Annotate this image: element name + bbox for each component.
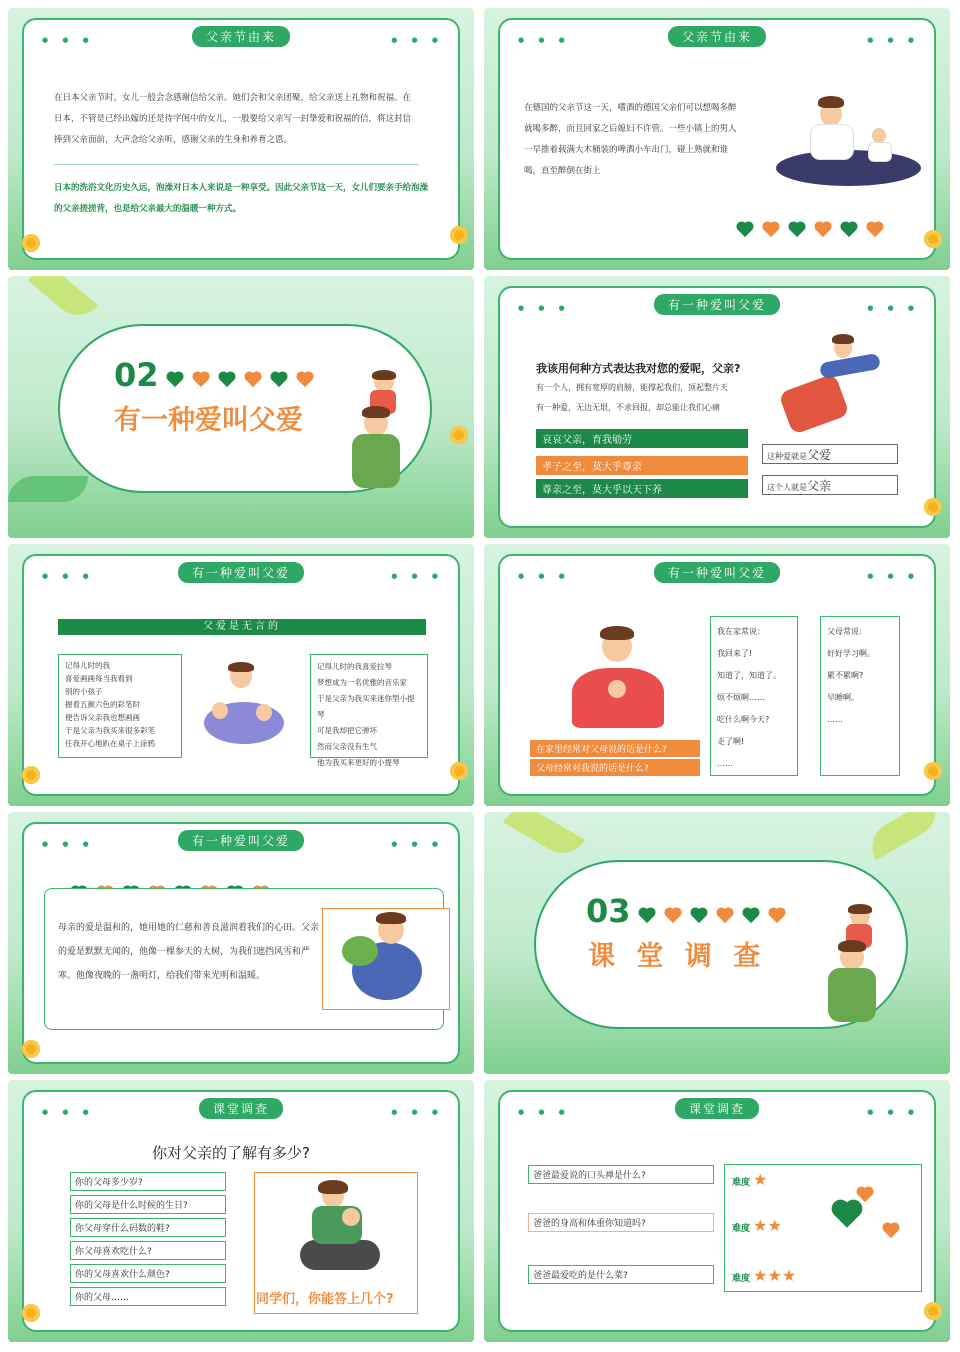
question-title: 你对父亲的了解有多少? bbox=[152, 1144, 310, 1162]
section-tag: 课堂调查 bbox=[675, 1098, 759, 1119]
father-flowers-illustration bbox=[338, 912, 434, 1004]
slide-6[interactable] bbox=[484, 544, 950, 806]
fill-box bbox=[762, 475, 898, 495]
difficulty-row bbox=[732, 1266, 796, 1285]
slide-3[interactable] bbox=[8, 276, 474, 538]
fill-prefix: 这种爱就是 bbox=[767, 452, 807, 461]
sayings-box-parent: 父母常说： 好好学习啊。 累不累啊? 早睡啊。 …… bbox=[820, 616, 900, 776]
flower-icon bbox=[924, 1302, 942, 1320]
section-tag: 有一种爱叫父爱 bbox=[654, 294, 780, 315]
flower-icon bbox=[924, 762, 942, 780]
leaf-decor bbox=[503, 812, 585, 862]
family-illustration bbox=[200, 662, 288, 748]
sayings-box-kid: 我在家常说： 我回来了! 知道了，知道了。 烦不烦啊…… 吃什么啊今天? 走了啊! …… bbox=[710, 616, 798, 776]
flower-icon bbox=[924, 230, 942, 248]
difficulty-label: 难度 bbox=[732, 1178, 751, 1188]
decor-dots: ● ● ● bbox=[867, 572, 920, 580]
difficulty-row bbox=[732, 1170, 768, 1189]
section-tag: 课堂调查 bbox=[199, 1098, 283, 1119]
fill-word: 父亲 bbox=[807, 479, 832, 493]
leaf-decor bbox=[863, 812, 945, 860]
decor-dots: ● ● ● bbox=[518, 1108, 571, 1116]
survey-question: 爸爸的身高和体重你知道吗? bbox=[528, 1213, 714, 1232]
body-paragraph: 在日本父亲节时，女儿一般会念感谢信给父亲。她们会和父亲团聚，给父亲送上礼物和祝福。在日本，不管是已经出嫁的还是待字闺中的女儿，一般要给父亲写一封挚爱和祝福的信，将这封信捧到父亲面前，大声念给父亲听，感谢父亲的生身和养育之恩。 bbox=[54, 93, 412, 145]
survey-item: 你父母穿什么码数的鞋? bbox=[70, 1218, 226, 1237]
slide-1[interactable] bbox=[8, 8, 474, 270]
slide-5[interactable] bbox=[8, 544, 474, 806]
flower-icon bbox=[22, 1304, 40, 1322]
flower-icon bbox=[450, 762, 468, 780]
decor-dots: ● ● ● bbox=[518, 304, 571, 312]
decor-dots: ● ● ● bbox=[867, 304, 920, 312]
decor-dots: ● ● ● bbox=[42, 840, 95, 848]
section-tag: 有一种爱叫父爱 bbox=[178, 562, 304, 583]
decor-dots: ● ● ● bbox=[42, 36, 95, 44]
flower-icon bbox=[450, 226, 468, 244]
father-hug-illustration bbox=[568, 624, 668, 724]
slide-2[interactable] bbox=[484, 8, 950, 270]
line-text: 有一种爱，无边无垠，不求回报，却总能让我们心痛 bbox=[536, 403, 720, 412]
orange-question: 在家里经常对父母说的话是什么? bbox=[530, 740, 700, 757]
survey-item: 你的父母…… bbox=[70, 1287, 226, 1306]
slide-4[interactable] bbox=[484, 276, 950, 538]
survey-question: 爸爸最爱吃的是什么菜? bbox=[528, 1265, 714, 1284]
section-number: 03 bbox=[586, 892, 631, 930]
flower-icon bbox=[22, 234, 40, 252]
slide-9[interactable] bbox=[8, 1080, 474, 1342]
question-text: 我该用何种方式表达我对您的爱呢，父亲? bbox=[536, 362, 741, 375]
section-tag: 有一种爱叫父爱 bbox=[178, 830, 304, 851]
banner: 父爱是无言的 bbox=[58, 619, 426, 635]
hearts-row bbox=[634, 906, 790, 925]
section-number: 02 bbox=[114, 356, 159, 394]
father-child-flying-illustration bbox=[780, 332, 890, 432]
slide-10[interactable] bbox=[484, 1080, 950, 1342]
survey-item: 你父母喜欢吃什么? bbox=[70, 1241, 226, 1260]
section-tag: 父亲节由来 bbox=[668, 26, 766, 47]
leaf-decor bbox=[8, 476, 88, 502]
flower-icon bbox=[22, 766, 40, 784]
decor-dots: ● ● ● bbox=[867, 36, 920, 44]
section-tag: 父亲节由来 bbox=[192, 26, 290, 47]
body-paragraph: 母亲的爱是温和的，她用她的仁慈和善良滋润着我们的心田。父亲的爱是默默无闻的，他像一棵参天的大树，为我们遮挡风雪和严寒。他像夜晚的一盏明灯，给我们带来光明和温暖。 bbox=[58, 923, 320, 981]
decor-dots: ● ● ● bbox=[867, 1108, 920, 1116]
line-text: 有一个人，拥有宽厚的肩膀，能撑起我们，顶起整片天 bbox=[536, 383, 728, 392]
footer-prompt: 同学们，你能答上几个? bbox=[256, 1292, 394, 1307]
hearts-row bbox=[732, 220, 888, 239]
quote-bar: 孝子之至，莫大乎尊亲 bbox=[536, 456, 748, 475]
difficulty-row bbox=[732, 1216, 782, 1235]
decor-dots: ● ● ● bbox=[42, 572, 95, 580]
leaf-decor bbox=[28, 276, 98, 325]
decor-dots: ● ● ● bbox=[391, 1108, 444, 1116]
flower-icon bbox=[924, 498, 942, 516]
survey-question: 爸爸最爱说的口头禅是什么? bbox=[528, 1165, 714, 1184]
star-icon: ★ bbox=[781, 1266, 797, 1285]
quote-bar: 尊亲之至，莫大乎以天下养 bbox=[536, 479, 748, 498]
flower-icon bbox=[22, 1040, 40, 1058]
father-child-sitting-illustration bbox=[300, 1180, 380, 1276]
survey-item: 你的父母是什么时候的生日? bbox=[70, 1195, 226, 1214]
star-icon: ★ bbox=[753, 1266, 768, 1285]
difficulty-label: 难度 bbox=[732, 1274, 751, 1284]
decor-dots: ● ● ● bbox=[391, 840, 444, 848]
father-son-illustration bbox=[336, 370, 416, 490]
survey-item: 你的父母多少岁? bbox=[70, 1172, 226, 1191]
story-box-left: 记得儿时的我 喜爱画画每当我看到 别的小孩子 握着五颜六色的彩笔时 便告诉父亲我也想画画 于是父亲为我买来很多彩笔 任我开心地趴在桌子上涂鸦 bbox=[58, 654, 182, 758]
slide-7[interactable] bbox=[8, 812, 474, 1074]
orange-question: 父母经常对我说的话是什么? bbox=[530, 759, 700, 776]
survey-item: 你的父母喜欢什么颜色? bbox=[70, 1264, 226, 1283]
highlight-paragraph: 日本的洗浴文化历史久远，泡澡对日本人来说是一种享受。因此父亲节这一天，女儿们要亲手给泡澡的父亲搓搓背，也是给父亲最大的温暖一种方式。 bbox=[54, 183, 429, 214]
star-icon: ★ bbox=[767, 1266, 782, 1285]
divider bbox=[54, 164, 419, 165]
decor-dots: ● ● ● bbox=[391, 36, 444, 44]
decor-dots: ● ● ● bbox=[518, 572, 571, 580]
fill-word: 父爱 bbox=[807, 448, 832, 462]
flower-icon bbox=[450, 426, 468, 444]
section-title: 有一种爱叫父爱 bbox=[114, 405, 303, 436]
body-paragraph: 在德国的父亲节这一天，嗜酒的德国父亲们可以想喝多醉就喝多醉，而且回家之后媳妇不许管。一些小镇上的男人一早推着载满大木桶装的啤酒小车出门，碰上熟就和谁喝，直至醉倒在街上 bbox=[524, 103, 737, 176]
section-title: 课 堂 调 查 bbox=[588, 941, 767, 972]
section-tag: 有一种爱叫父爱 bbox=[654, 562, 780, 583]
quote-bar: 哀哀父亲，育我劬劳 bbox=[536, 429, 748, 448]
fill-box bbox=[762, 444, 898, 464]
star-icon: ★ bbox=[767, 1216, 782, 1235]
father-son-illustration bbox=[812, 904, 892, 1024]
slide-8[interactable] bbox=[484, 812, 950, 1074]
difficulty-label: 难度 bbox=[732, 1224, 751, 1234]
hearts-row bbox=[162, 370, 318, 389]
decor-dots: ● ● ● bbox=[518, 36, 571, 44]
fill-prefix: 这个人就是 bbox=[767, 483, 807, 492]
story-box-right: 记得儿时的我喜爱拉琴 梦想成为一名优雅的音乐家 于是父亲为我买来迷你型小提琴 可是我却把它弹坏 然而父亲没有生气 他为我买来更好的小提琴 bbox=[310, 654, 428, 758]
star-icon: ★ bbox=[753, 1216, 768, 1235]
father-child-illustration bbox=[776, 92, 926, 192]
decor-dots: ● ● ● bbox=[391, 572, 444, 580]
star-icon: ★ bbox=[753, 1170, 768, 1189]
decor-dots: ● ● ● bbox=[42, 1108, 95, 1116]
